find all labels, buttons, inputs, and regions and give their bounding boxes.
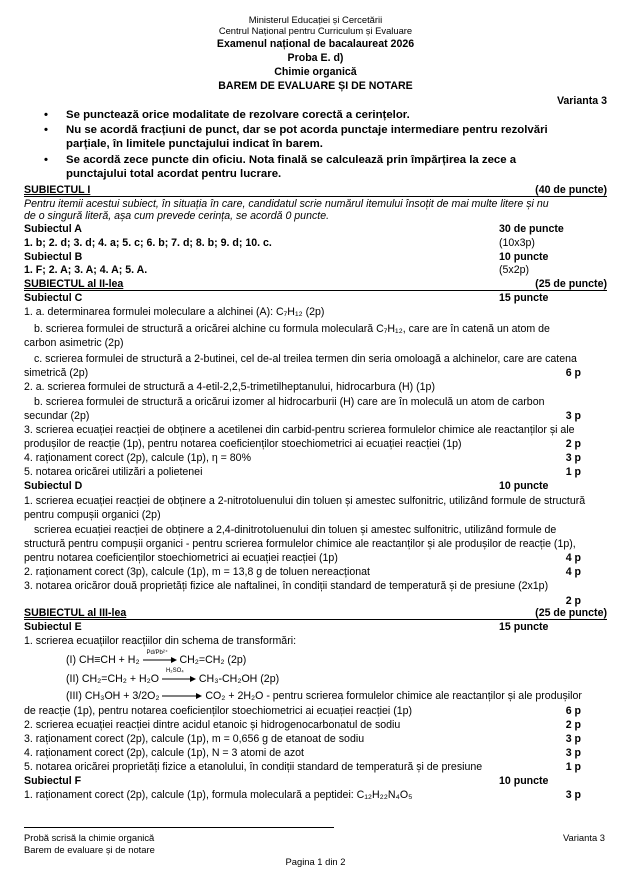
proba-label: Proba E. d) (287, 52, 344, 64)
subiect-e-header: Subiectul E 15 puncte (24, 621, 549, 633)
score: 1 p (565, 466, 581, 478)
score: 1 p (565, 761, 581, 773)
barem-title: BAREM DE EVALUARE ȘI DE NOTARE (218, 80, 413, 92)
e-item-3: 3. raționament corect (2p), calcule (1p), m = 0,656 g de etanoat de sodiu 3 p (24, 733, 581, 745)
score: 4 p (565, 552, 581, 564)
c-item-2b: b. scrierea formulei de structură a oricărui izomer al hidrocarburii (H) care are în moleculă un atom de carbon (34, 396, 545, 408)
section-1-note: Pentru itemii acestui subiect, în situația în care, candidatul scrie numărul itemului însoțit de mai multe litere și nu (24, 198, 549, 210)
equation-1: (I) CH≡CH + H₂ Pd/Pb²⁺ CH₂=CH₂ (2p) (66, 650, 247, 666)
page-number: Pagina 1 din 2 (285, 856, 346, 867)
subiect-b-header: Subiectul B 10 puncte (24, 251, 549, 263)
footer-left-1: Probă scrisă la chimie organică (24, 832, 155, 843)
subiect-a-answers: 1. b; 2. d; 3. d; 4. a; 5. c; 6. b; 7. d; 8. b; 9. d; 10. c. (10x3p) (24, 237, 535, 249)
score: 2 p (565, 438, 581, 450)
score: 3 p (565, 410, 581, 422)
footer-variant: Varianta 3 (562, 832, 605, 843)
subiect-a-header: Subiectul A 30 de puncte (24, 223, 564, 235)
f-item-1: 1. raționament corect (2p), calcule (1p), formula moleculară a peptidei: C₁₂H₂₂N₄O₅ 3 p (24, 789, 581, 801)
score: 2 p (565, 719, 581, 731)
subject-label: Chimie organică (274, 66, 357, 78)
footer-divider (24, 827, 334, 828)
score: 3 p (565, 733, 581, 745)
reaction-arrow-icon (162, 692, 202, 700)
c-item-1c: c. scrierea formulei de structură a 2-butinei, cel de-al treilea termen din seria omoloagă a alchinelor, care are catena (34, 353, 577, 365)
score: 2 p (565, 595, 581, 607)
d-item-2: 2. raționament corect (3p), calcule (1p), m = 13,8 g de toluen nereacționat 4 p (24, 566, 581, 578)
c-item-5: 5. notarea oricărei utilizări a polietenei 1 p (24, 466, 581, 478)
e-item-1: 1. scrierea ecuațiilor reacțiilor din schema de transformări: (24, 635, 297, 647)
section-2-header: SUBIECTUL al II-lea (25 de puncte) (24, 278, 607, 290)
c-item-2a: 2. a. scrierea formulei de structură a 4-etil-2,2,5-trimetilheptanului, hidrocarbura (H) (1p) (24, 381, 435, 393)
score: 6 p (565, 705, 581, 717)
score: 3 p (565, 789, 581, 801)
rule-bullet-3: • Se acordă zece puncte din oficiu. Nota finală se calculează prin împărțirea la zece a punctajului total acordat pentru lucrare. (44, 154, 517, 180)
footer-left-2: Barem de evaluare și de notare (24, 844, 155, 855)
subiect-b-answers: 1. F; 2. A; 3. A; 4. A; 5. A. (5x2p) (24, 264, 530, 276)
reaction-arrow-icon: Pd/Pb²⁺ (143, 656, 177, 664)
equation-3: (III) CH₃OH + 3/2O₂ CO₂ + 2H₂O - pentru scrierea formulelor chimice ale reactanților și ale produșilor (66, 690, 582, 702)
section-3-header: SUBIECTUL al III-lea (25 de puncte) (24, 607, 607, 619)
e-item-5: 5. notarea oricărei proprietăți fizice a etanolului, în condiții standard de temperatură și de presiune 1 p (24, 761, 581, 773)
equation-2: (II) CH₂=CH₂ + H₂O H₂SO₄ CH₃-CH₂OH (2p) (66, 668, 280, 685)
variant-label: Varianta 3 (556, 95, 607, 107)
center-name: Centrul Național pentru Curriculum și Evaluare (218, 25, 413, 36)
score: 4 p (565, 566, 581, 578)
subiect-d-header: Subiectul D 10 puncte (24, 480, 549, 492)
score: 3 p (565, 747, 581, 759)
subiect-c-header: Subiectul C 15 puncte (24, 292, 549, 304)
ministry-name: Ministerul Educației și Cercetării (248, 14, 383, 25)
reaction-arrow-icon: H₂SO₄ (162, 675, 196, 683)
e-item-2: 2. scrierea ecuației reacției dintre acidul etanoic și hidrogenocarbonatul de sodiu 2 p (24, 719, 581, 731)
rule-bullet-2: • Nu se acordă fracțiuni de punct, dar se pot acorda punctaje intermediare pentru rezolvări parțiale, în limitele punctajului indicat în barem. (44, 124, 548, 150)
exam-title: Examenul național de bacalaureat 2026 (216, 38, 415, 50)
c-item-4: 4. raționament corect (2p), calcule (1p), η = 80% 3 p (24, 452, 581, 464)
c-item-1b: b. scrierea formulei de structură a oricărei alchine cu formula moleculară C₇H₁₂, care are în catenă un atom de (34, 323, 550, 335)
section-1-header: SUBIECTUL I (40 de puncte) (24, 184, 607, 196)
c-item-1a: 1. a. determinarea formulei moleculare a alchinei (A): C₇H₁₂ (2p) (24, 306, 325, 318)
subiect-f-header: Subiectul F 10 puncte (24, 775, 549, 787)
c-item-3: 3. scrierea ecuației reacției de obținere a acetilenei din carbid-pentru scrierea formulelor chimice ale reactanților și ale (24, 424, 575, 436)
d-item-3: 3. notarea oricăror două proprietăți fizice ale naftalinei, în condiții standard de temperatură și de presiune (2x1p) (24, 580, 549, 592)
d-item-1: 1. scrierea ecuației reacției de obținere a 2-nitrotoluenului din toluen și amestec sulfonitric, utilizând formule de structură (24, 495, 586, 507)
e-item-4: 4. raționament corect (2p), calcule (1p), N = 3 atomi de azot 3 p (24, 747, 581, 759)
score: 3 p (565, 452, 581, 464)
score: 6 p (565, 367, 581, 379)
